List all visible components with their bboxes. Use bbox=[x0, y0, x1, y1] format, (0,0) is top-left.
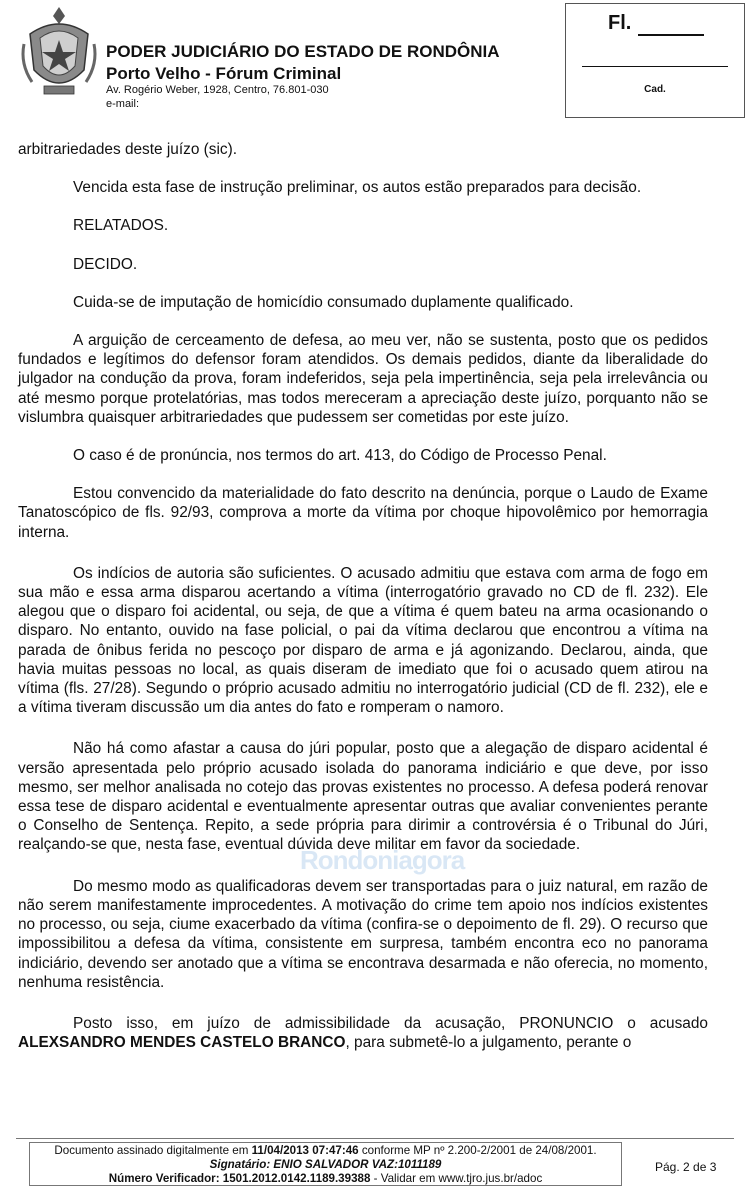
signature-line-3 bbox=[30, 1172, 621, 1186]
verifier-number: Número Verificador: 1501.2012.0142.1189.39388 bbox=[108, 1172, 371, 1185]
court-email-label: e-mail: bbox=[106, 98, 140, 110]
paragraph-text: , para submetê-lo a julgamento, perante o bbox=[345, 1034, 632, 1052]
paragraph: DECIDO. bbox=[73, 255, 138, 273]
footer-divider bbox=[16, 1138, 734, 1139]
signature-box bbox=[29, 1142, 622, 1186]
signatory: Signatário: ENIO SALVADOR VAZ:1011189 bbox=[209, 1158, 442, 1171]
cad-label: Cad. bbox=[644, 84, 666, 95]
paragraph: Os indícios de autoria são suficientes. O acusado admitiu que estava com arma de fogo em sua mão e essa arma disparou acertando a vítima (interrogatório gravado no CD de fl. 232). Ele alegou que o disparo foi acidental, ou seja, de que a vítima é quem bateu na arma ocasionando o disparo. No entanto, ouvido na fase policial, o pai da vítima declarou que encontrou a vítima na parada de ônibus ferida no pescoço por disparo de arma e já agonizando. Declarou, ainda, que havia muitas pessoas no local, as quais diseram de imediato que foi o acusado quem atirou na vítima (fls. 27/28). Segundo o próprio acusado admitiu no interrogatório judicial (CD de fl. 232), ele e a vítima tiveram discussão um dia antes do fato e romperam o namoro. bbox=[18, 564, 708, 717]
signature-line-1: Documento assinado digitalmente em 11/04/2013 07:47:46 conforme MP nº 2.200-2/2001 de 24/08/2001. bbox=[54, 1144, 597, 1157]
validation-link[interactable]: - Validar em www.tjro.jus.br/adoc bbox=[370, 1172, 543, 1185]
paragraph-text: Posto isso, em juízo de admissibilidade da acusação, PRONUNCIO o acusado bbox=[73, 1014, 708, 1032]
paragraph: A arguição de cerceamento de defesa, ao meu ver, não se sustenta, posto que os pedidos fundados e legítimos do defensor foram atendidos. Os demais pedidos, diante da liberalidade do julgador na condução da prova, foram indeferidos, seja pela impertinência, seja pela irrelevância ou até mesmo porque protelatórias, mas todos mereceram a apreciação deste juízo, porquanto não se vislumbra quaisquer arbitrariedades que pudessem ser cometidas por este juízo. bbox=[18, 332, 708, 426]
paragraph: Vencida esta fase de instrução preliminar, os autos estão preparados para decisão. bbox=[73, 179, 642, 197]
paragraph: Estou convencido da materialidade do fato descrito na denúncia, porque o Laudo de Exame Tanatoscópico de fls. 92/93, comprova a morte da vítima por choque hipovolêmico por hemorragia interna. bbox=[18, 485, 708, 541]
paragraph: Não há como afastar a causa do júri popular, posto que a alegação de disparo acidental é versão apresentada pelo próprio acusado isolada do panorama indiciário e que deve, por isso mesmo, ser melhor analisada no cotejo das provas existentes no processo. A defesa poderá renovar essa tese de disparo acidental e eventualmente apresentar outras que avaliar convenientes perante o Conselho de Sentença. Repito, a sede própria para dirimir a controvérsia é o Tribunal do Júri, realçando-se que, nesta fase, eventual dúvida deve militar em favor da sociedade. bbox=[18, 740, 708, 854]
court-address: Av. Rogério Weber, 1928, Centro, 76.801-030 bbox=[106, 84, 329, 96]
paragraph: O caso é de pronúncia, nos termos do art. 413, do Código de Processo Penal. bbox=[73, 447, 607, 465]
document-body bbox=[18, 140, 708, 1052]
defendant-name: ALEXSANDRO MENDES CASTELO BRANCO bbox=[18, 1034, 346, 1052]
signature-datetime: 11/04/2013 07:47:46 bbox=[251, 1144, 359, 1157]
paragraph: Do mesmo modo as qualificadoras devem ser transportadas para o juiz natural, em razão de não serem manifestamente improcedentes. A motivação do crime tem apoio nos indícios existentes no processo, ou seja, ciume exacerbado da vítima (confira-se o depoimento de fl. 29). O recurso que impossibilitou a defesa da vítima, consistente em surpresa, também encontra eco no panorama indiciário, devendo ser anotado que a vítima se encontrava desarmada e não oferecia, no momento, nenhuma resistência. bbox=[18, 877, 708, 991]
folio-signature-line bbox=[582, 66, 728, 67]
court-seal-logo bbox=[18, 4, 100, 100]
folio-box bbox=[565, 3, 745, 118]
folio-label: Fl. bbox=[608, 12, 632, 34]
court-subtitle: Porto Velho - Fórum Criminal bbox=[106, 64, 342, 83]
folio-number-line bbox=[638, 34, 704, 36]
paragraph: RELATADOS. bbox=[73, 217, 169, 235]
court-title: PODER JUDICIÁRIO DO ESTADO DE RONDÔNIA bbox=[106, 42, 500, 61]
paragraph bbox=[18, 1014, 708, 1052]
page-number: Pág. 2 de 3 bbox=[655, 1160, 717, 1174]
paragraph: arbitrariedades deste juízo (sic). bbox=[18, 141, 237, 158]
paragraph: Cuida-se de imputação de homicídio consumado duplamente qualificado. bbox=[73, 293, 574, 311]
watermark-text: Rondoniagora bbox=[300, 845, 465, 875]
